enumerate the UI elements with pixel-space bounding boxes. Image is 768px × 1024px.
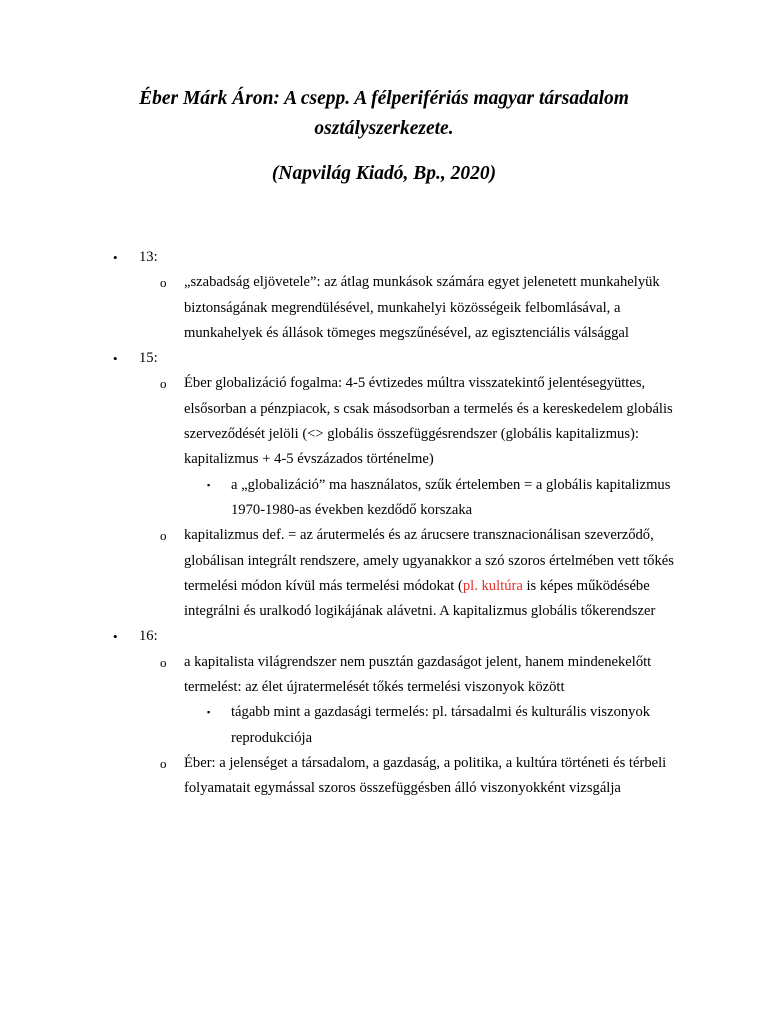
circle-bullet-icon: o [160, 528, 167, 544]
item-text: „szabadság eljövetele”: az átlag munkások számára egyet jelenetett munkahelyük biztonságának megrendülésével, munkahelyi közösségeik felbomlásával, a munkahelyek és állások tömeges megszűnésével, az egisztenciális válsággal [184, 274, 660, 341]
page-number: 16: [139, 628, 158, 645]
sub-list-item [0, 473, 768, 524]
document-title [60, 84, 708, 144]
title-line-1: Éber Márk Áron: A csepp. A félperifériás magyar társadalom [139, 88, 629, 109]
notes-list [0, 245, 768, 802]
sub-list-item [0, 700, 768, 751]
item-text-part: is képes működésébe integrálni és uralkodó logikájának alávetni. A kapitalizmus globális tőkerendszer [184, 577, 656, 620]
list-item [0, 523, 768, 624]
circle-bullet-icon: o [160, 755, 167, 771]
item-text: Éber globalizáció fogalma: 4-5 évtizedes múltra visszatekintő jelentésegyüttes, elsősorban a pénzpiacok, s csak másodsorban a termelés és a kereskedelem globális szerveződését jelöli (<> globális összefüggésrendszer (globális kapitalizmus): kapitalizmus + 4-5 évszázados történelme) [184, 375, 673, 468]
title-line-2: osztályszerkezete. [314, 118, 454, 139]
item-text: a kapitalista világrendszer nem pusztán gazdaságot jelent, hanem mindenekelőtt termelést: az élet újratermelését tőkés termelési viszonyok között [184, 653, 652, 696]
page-number: 13: [139, 249, 158, 265]
item-text: Éber: a jelenséget a társadalom, a gazdaság, a politika, a kultúra történeti és térbeli folyamatait egymással szoros összefüggésben álló viszonyokként vizsgálja [184, 754, 667, 797]
square-bullet-icon: ▪ [207, 479, 211, 490]
highlighted-text: pl. kultúra [462, 577, 523, 594]
circle-bullet-icon: o [160, 376, 167, 392]
page-number: 15: [139, 350, 158, 367]
sub-item-text: tágabb mint a gazdasági termelés: pl. társadalmi és kulturális viszonyok reprodukciója [231, 704, 651, 746]
sub-item-text: a „globalizáció” ma használatos, szűk értelemben = a globális kapitalizmus 1970-1980-as években kezdődő korszaka [231, 476, 671, 518]
document-subtitle: (Napvilág Kiadó, Bp., 2020) [271, 163, 497, 184]
circle-bullet-icon: o [160, 654, 167, 670]
bullet-icon: • [113, 250, 118, 265]
list-item [0, 751, 768, 802]
list-item [0, 650, 768, 701]
item-text-part: kapitalizmus def. = az árutermelés és az árucsere transznacionálisan szeverződő, globálisan integrált rendszere, amely ugyanakkor a szó szoros értelmében vett tőkés termelési módon kívül más termelési módokat ( [184, 527, 674, 594]
circle-bullet-icon: o [160, 275, 167, 291]
page-ref-13 [0, 245, 768, 270]
list-item [0, 270, 768, 346]
bullet-icon: • [113, 629, 118, 645]
bullet-icon: • [113, 351, 118, 367]
page-ref-15 [0, 346, 768, 371]
square-bullet-icon: ▪ [207, 707, 211, 718]
page-ref-16 [0, 624, 768, 649]
list-item [0, 371, 768, 472]
